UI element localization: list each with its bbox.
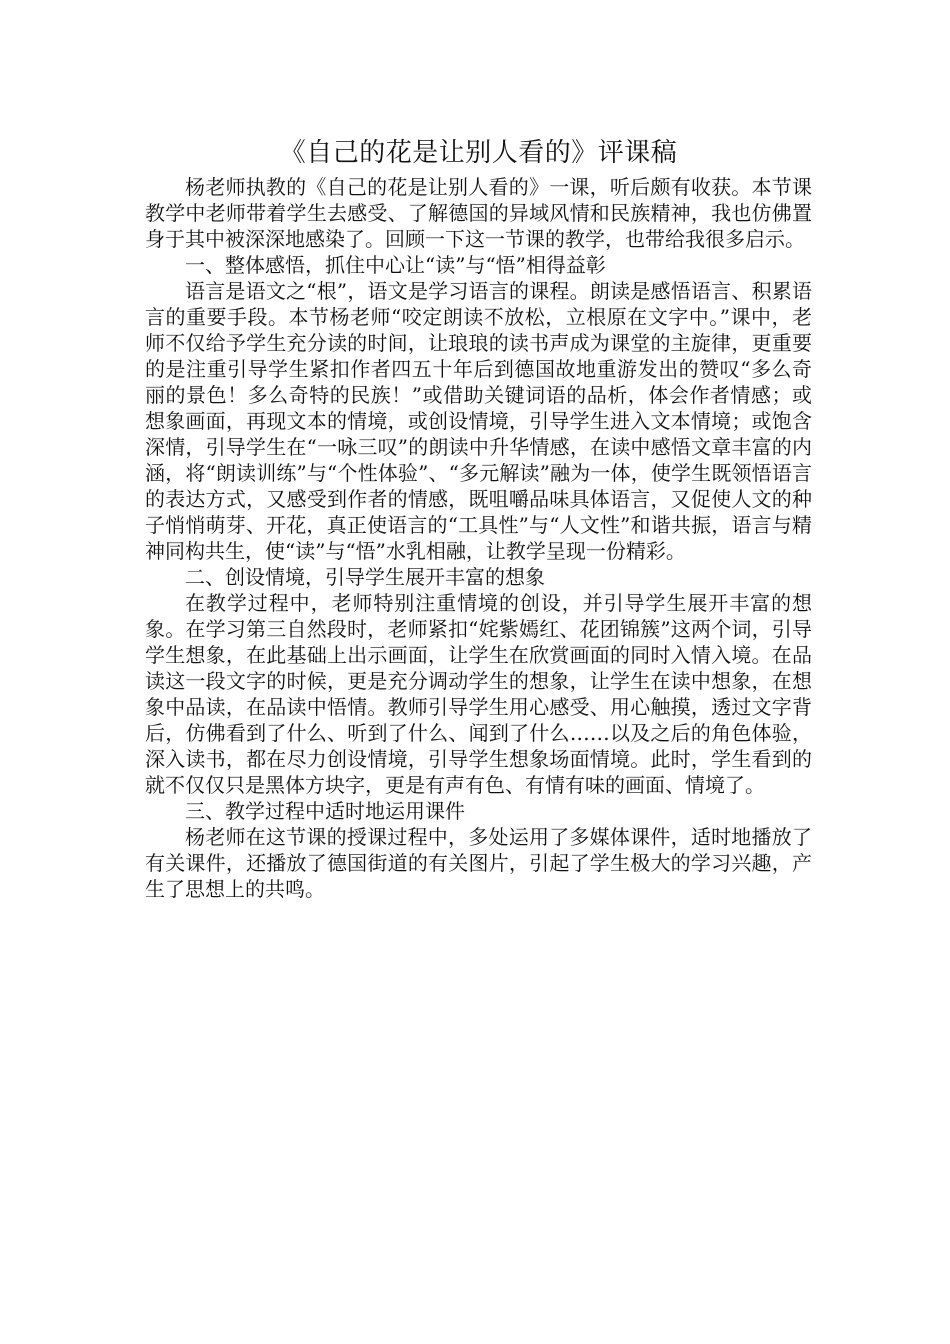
section-1-paragraph: 语言是语文之“根”，语文是学习语言的课程。朗读是感悟语言、积累语言的重要手段。本节杨老师“咬定朗读不放松，立根原在文字中。”课中，老师不仅给予学生充分读的时间，让琅琅的读书声成为课堂的主旋律，更重要的是注重引导学生紧扣作者四五十年后到德国故地重游发出的赞叹“多么奇丽的景色！多么奇特的民族！”或借助关键词语的品析，体会作者情感；或想象画面，再现文本的情境，或创设情境，引导学生进入文本情境；或饱含深情，引导学生在“一咏三叹”的朗读中升华情感，在读中感悟文章丰富的内涵，将“朗读训练”与“个性体验”、“多元解读”融为一体，使学生既领悟语言的表达方式，又感受到作者的情感，既咀嚼品味具体语言，又促使人文的种子悄悄萌芽、开花，真正使语言的“工具性”与“人文性”和谐共振，语言与精神同构共生，使“读”与“悟”水乳相融，让教学呈现一份精彩。 xyxy=(145,279,812,563)
section-2-paragraph: 在教学过程中，老师特别注重情境的创设，并引导学生展开丰富的想象。在学习第三自然段时，老师紧扣“姹紫嫣红、花团锦簇”这两个词，引导学生想象，在此基础上出示画面，让学生在欣赏画面的同时入情入境。在品读这一段文字的时候，更是充分调动学生的想象，让学生在读中想象，在想象中品读，在品读中悟情。教师引导学生用心感受、用心触摸，透过文字背后，仿佛看到了什么、听到了什么、闻到了什么……以及之后的角色体验，深入读书，都在尽力创设情境，引导学生想象场面情境。此时，学生看到的就不仅仅只是黑体方块字，更是有声有色、有情有味的画面、情境了。 xyxy=(145,591,812,797)
section-heading-3: 三、教学过程中适时地运用课件 xyxy=(185,799,465,823)
section-heading-1: 一、整体感悟，抓住中心让“读”与“悟”相得益彰 xyxy=(185,253,606,277)
section-heading-2: 二、创设情境，引导学生展开丰富的想象 xyxy=(185,565,545,589)
document-body xyxy=(145,136,812,902)
section-3-paragraph: 杨老师在这节课的授课过程中，多处运用了多媒体课件，适时地播放了有关课件，还播放了德国街道的有关图片，引起了学生极大的学习兴趣，产生了思想上的共鸣。 xyxy=(145,825,812,901)
document-title: 《自己的花是让别人看的》评课稿 xyxy=(279,138,678,168)
intro-paragraph: 杨老师执教的《自己的花是让别人看的》一课，听后颇有收获。本节课教学中老师带着学生去感受、了解德国的异域风情和民族精神，我也仿佛置身于其中被深深地感染了。回顾一下这一节课的教学，也带给我很多启示。 xyxy=(145,175,812,251)
